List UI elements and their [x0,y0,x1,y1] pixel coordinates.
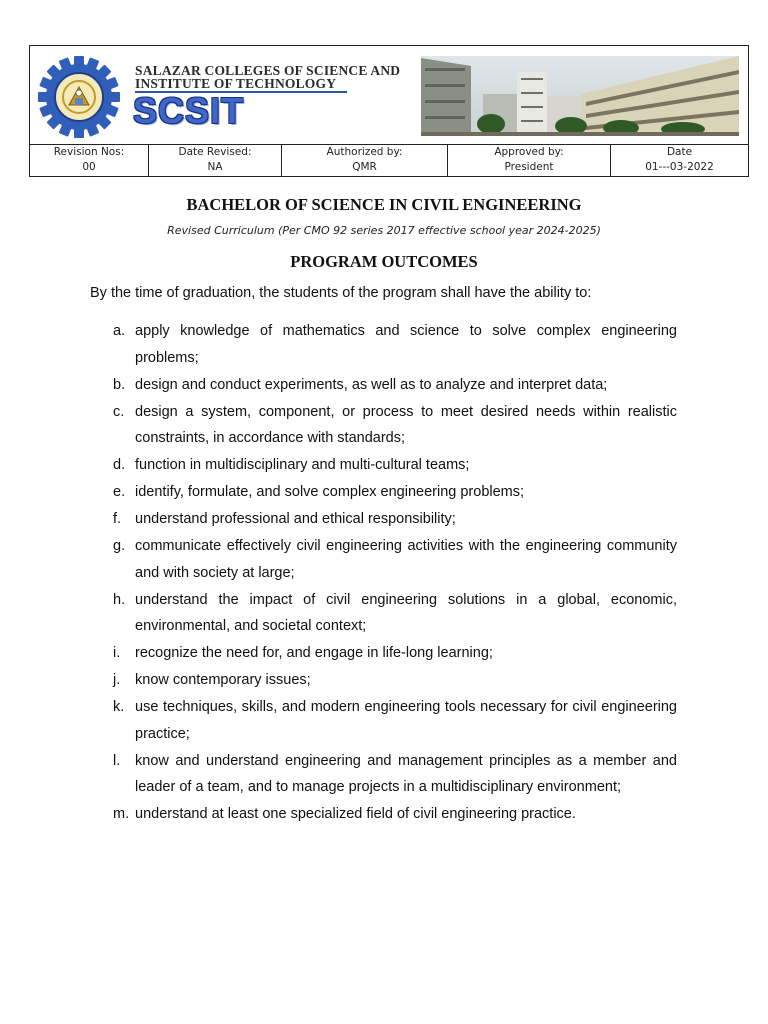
outcome-marker: e. [113,484,126,500]
outcome-text: understand the impact of civil engineering solutions in a global, economic, environmental, and societal context; [135,591,677,634]
outcome-text: apply knowledge of mathematics and science to solve complex engineering problems; [135,323,677,366]
outcome-marker: i. [113,645,121,661]
revision-table [30,144,748,176]
outcome-text: design a system, component, or process to meet desired needs within realistic constraints, in accordance with standards; [135,403,677,446]
outcome-marker: j. [113,672,121,688]
date-label: Date [666,146,693,158]
outcome-item [108,694,677,747]
authorized-by-cell [282,144,448,176]
date-revised-label: Date Revised: [178,146,252,158]
outcome-item [108,640,677,667]
outcome-text: know contemporary issues; [135,672,311,688]
outcome-text: function in multidisciplinary and multi-cultural teams; [135,457,470,473]
approved-by-label: Approved by: [494,146,564,158]
outcome-text: understand professional and ethical responsibility; [135,511,456,527]
revision-value: 00 [82,161,96,173]
revision-cell [30,144,149,176]
outcome-text: design and conduct experiments, as well as to analyze and interpret data; [135,376,608,393]
authorized-by-label: Authorized by: [326,146,403,158]
program-title: BACHELOR OF SCIENCE IN CIVIL ENGINEERING [186,195,582,214]
outcome-item [108,452,677,479]
outcome-item [108,479,677,506]
outcome-item [108,587,677,640]
outcome-marker: b. [113,376,126,393]
outcome-text: understand at least one specialized field of civil engineering practice. [135,806,576,822]
institution-banner [30,46,748,145]
gear-seal-logo-icon [38,56,120,138]
outcome-text: identify, formulate, and solve complex engineering problems; [135,484,525,500]
date-cell [611,144,748,176]
outcome-text: know and understand engineering and management principles as a member and leader of a team, and to manage projects in a multidisciplinary environment; [135,752,677,795]
section-title: PROGRAM OUTCOMES [290,252,478,271]
outcome-marker: a. [113,323,126,339]
outcome-marker: c. [113,403,125,420]
outcome-text: use techniques, skills, and modern engineering tools necessary for civil engineering practice; [135,699,677,742]
institution-name-line-1: SALAZAR COLLEGES OF SCIENCE AND [135,63,401,78]
outcome-marker: l. [113,752,121,769]
date-revised-cell [149,144,282,176]
date-revised-value: NA [207,161,223,173]
outcome-text: communicate effectively civil engineering activities with the engineering community and with society at large; [135,538,677,581]
outcome-item [108,667,677,694]
outcome-marker: d. [113,457,126,473]
outcome-item [108,318,677,371]
campus-building-photo [421,56,739,136]
outcome-marker: f. [113,511,122,527]
outcome-marker: h. [113,591,126,608]
outcome-item [108,372,677,399]
outcome-marker: g. [113,538,126,554]
outcomes-list [108,318,677,828]
curriculum-subtitle: Revised Curriculum (Per CMO 92 series 2017 effective school year 2024-2025) [167,224,601,237]
outcome-item [108,801,677,828]
document-header [29,45,749,177]
outcome-item [108,533,677,586]
outcome-item [108,748,677,801]
approved-by-cell [448,144,611,176]
institution-abbreviation: SCSIT [133,90,245,131]
institution-name-line-2: INSTITUTE OF TECHNOLOGY [135,76,337,91]
outcome-marker: m. [113,806,130,822]
outcome-text: recognize the need for, and engage in life-long learning; [135,645,493,661]
revision-label: Revision Nos: [53,146,125,158]
approved-by-value: President [504,161,554,173]
date-value: 01---03-2022 [645,161,714,173]
outcome-item [108,399,677,452]
outcome-item [108,506,677,533]
outcome-marker: k. [113,699,125,715]
intro-paragraph: By the time of graduation, the students of the program shall have the ability to: [90,285,592,301]
authorized-by-value: QMR [352,161,377,173]
